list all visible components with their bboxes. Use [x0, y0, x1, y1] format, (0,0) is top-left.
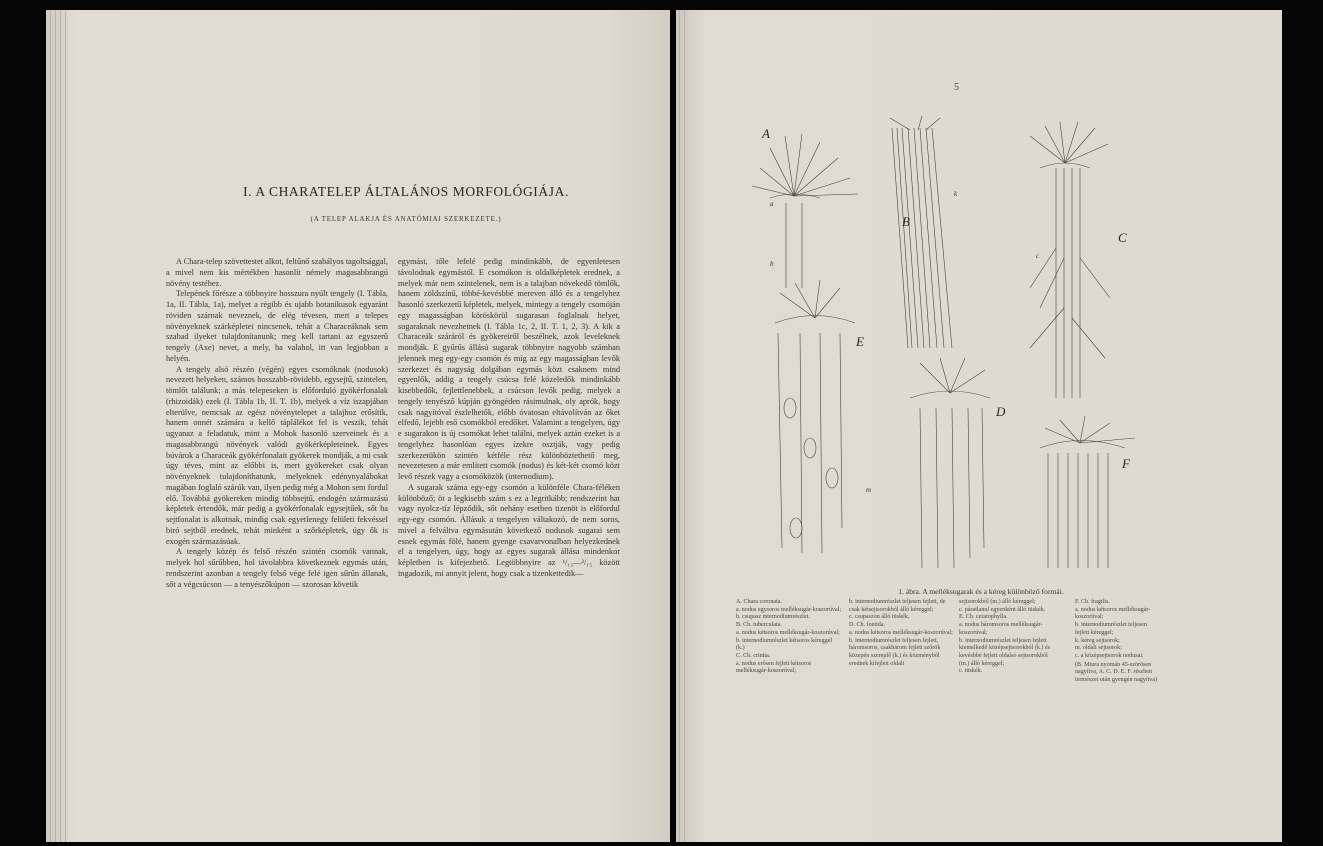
figure-c-drawing [1030, 122, 1110, 398]
page-edge [684, 10, 685, 842]
figure-e-drawing [775, 280, 855, 553]
legend-heading: E. Ch. ceratophylla. [959, 614, 1008, 621]
legend-item: b. internodiumrészlet teljesen fejlett kiemelkedő középsejtsorokból (k.) és kevésbbé fejlett oldalsó sejtsorokból (m.) álló kéreggel; [959, 637, 1051, 667]
page-edge [65, 10, 66, 842]
legend-item: a. nodus háromsoros melléksugár-koszorúval; [959, 622, 1043, 636]
figure-label-a: A [762, 126, 770, 141]
chapter-title: I. A CHARATELEP ÁLTALÁNOS MORFOLÓGIÁJA. [243, 184, 569, 199]
paragraph: Telepének főrésze a többnyire hosszura nyúlt tengely (I. Tábla, 1a, II. Tábla, 1a), melyet a régibb és ujabb botanikusok egyaránt röviden szárnak neveznek, de elég tévesen, mert a telepes növényeknek szárképletei nincsenek, tehát a Characeáknak sem szabad ilyeket tulajdonítanunk; meg kell tartani az egyszerű tengely (Axe) nevet, a mely, ha valahol, itt van legjobban a helyén. [166, 289, 388, 363]
figure-label-f: F [1122, 456, 1130, 471]
page-edge [679, 10, 680, 842]
legend-item: m. oldali sejtsorok; [1075, 645, 1122, 652]
legend-item: c. a középsejtsorok nodusai. [1075, 652, 1144, 659]
legend-item: a. nodus kétsoros melléksugár-koszorúval; [736, 629, 840, 636]
legend-item: b. internodiumrészlet teljesen fejlett, háromsoros, csakhárom fejlett szőrök közepén szereplő (k.) és közményből erednek kifejlett oldali [849, 637, 941, 667]
legend-heading: F. Ch. fragilis. [1075, 599, 1110, 605]
figure-part-label: b [770, 260, 774, 268]
figure-label-b: B [902, 214, 910, 229]
legend-item: b. internodiumrészlet teljesen fejlett, de csak kétsejtsorokból álló kéreggel; [849, 599, 946, 613]
legend-column [736, 599, 842, 676]
paragraph: A tengely közép és felső részén szintén csomók vannak, melyek hol sűrűbben, hol távolabbra következnek egymás után, rendszerint azonban a tengely felső vége felé igen sűrűn állanak, sőt a végcsúcson — a tenyészőkúpon — szorosan követik [166, 547, 388, 589]
right-page [676, 10, 1282, 842]
figure-part-label: m [866, 486, 872, 494]
legend-column [849, 599, 955, 668]
paragraph: A sugarak száma egy-egy csomón a különféle Chara-féléken különböző; öt a legkisebb szám s ez a legritkább; rendszerint hat vagy nyolcz-tíz lépződik, sőt nehány esetben tizenöt is előfordul egy-egy csomón. Állásuk a tengelyen váltakozó, de nem soros, mivel a felváltva egymásután következő nodusok sugarai sem esnek egymás fölé, hanem gyenge csavarvonalban helyezkednek el a tengelyen, úgy, hogy az egyes sugarak állása mindenkor képletben is kifejezhető. Legtöbbnyire az ¹/₁₂—²/₁₅ között ingadozik, mi annyit jelent, hogy csak a tizenkettedik— [398, 482, 620, 578]
legend-item: a. nodus erősen fejlett kétsoros melléksugár-koszorúval; [736, 660, 812, 675]
legend-item: k. kéreg sejtsorok; [1075, 637, 1120, 644]
legend-heading: D. Ch. foetida. [849, 622, 886, 629]
figure-label-c: C [1118, 230, 1127, 245]
legend-item: c. páratlanul egyenként álló tüskék. [959, 606, 1046, 613]
text-column-left [166, 257, 388, 757]
figure-a-drawing [752, 134, 858, 288]
legend-item: a. nodus egysoros melléksugár-koszorúval; [736, 606, 842, 613]
figure-label-e: E [856, 334, 864, 349]
legend-item: a. nodus kétsoros melléksugár-koszorúval; [849, 629, 953, 636]
chara-illustration [740, 108, 1210, 586]
legend-item: c. csupaszon álló tüskék. [849, 614, 910, 621]
chapter-subtitle: (A TELEP ALAKJA ÉS ANATÓMIAI SZERKEZETE.) [310, 215, 502, 223]
legend-column [1075, 599, 1161, 685]
left-page [46, 10, 670, 842]
paragraph: A Chara-telep szövettestet alkot, feltűnő szabályos tagoltsággal, a mivel nem kis mértékben hasonlít némely magasabbrangú növény testéhez. [166, 257, 388, 288]
page-number: 5 [954, 82, 959, 93]
legend-item: b. csupasz internodiumrészlet. [736, 614, 810, 621]
legend-item: c. tüskék. [959, 668, 983, 675]
page-edge [55, 10, 56, 842]
figure-b-drawing [890, 116, 952, 348]
page-edge [50, 10, 51, 842]
figure-part-label: a [770, 200, 774, 208]
paragraph: egymást, tőle lefelé pedig mindinkább, de egyenletesen távolodnak egymástól. E csomókon is oldalképletek erednek, a melyek már nem szintelenek, nem is a talajban növekedő tömlők, hanem zöldszínű, többé-kevésbbé mereven álló és a tengelyhez hasonló szerkezetű képletek, melyek, mintegy a tengely csomóján egy magasságban köröskörül sugarasan foglalnak helyet, sugaraknak nevezhetnek (I. Tábla 1c, 2, II. T. 1, 2, 3). A kik a Characeák száráról és gyökereiről beszélnek, azok leveleknek mondják. E gyűrűs állású sugarak többnyire nagyobb számban jelennek meg egy-egy csomón és míg az egy magasságban levők szerkezet és nagyság dolgában egymás közt csaknem mind egyenlők, addig a tengely csúcsa felé közeledők mindinkább kisebbedők, fejlettlenebbek, a csúcson levők pedig, melyek a tengely tenyésző kúpján gyöngéden rásimulnak, oly aprók, hogy csak nagyítóval észlelhetők, előbb óvatosan eltávolítván az őket elfedő, lejebb eső csomókból eredőket. Valamint a tengelyen, úgy e sugarakon is új csomókat lehet találni, melyek aztán ezeket is a tengelyhez hasonlóan egyes ízekre osztják, vagy pedig szerkezetükön szintén kétféle rész különböztethető meg, nevezetesen a már említett csomók (nodus) és két-két csomó közt levő részek vagy a csomóközök (internodium). [398, 257, 620, 481]
legend-item: a. nodus kétsoros melléksugár-koszorúval; [1075, 606, 1151, 621]
figure-part-label: c [1036, 252, 1040, 260]
figure-caption: 1. ábra. A melléksugarak és a kéreg különböző formái. [898, 587, 1064, 596]
legend-heading: A. Chara coronata. [736, 599, 783, 605]
legend-item: sejtsorokból (m.) álló kéreggel; [959, 599, 1036, 605]
figure-d-drawing [910, 358, 990, 568]
figure-label-d: D [996, 404, 1006, 419]
legend-item: b. internodiumrészlet teljesen fejlett kéreggel; [1075, 622, 1147, 636]
text-column-right [398, 257, 620, 757]
paragraph: A tengely alsó részén (végén) egyes csomóknak (nodusok) nevezett helyeken, számos hosszabb-rövidebb, egysejtű, szintelen, tömlőt találunk; a más telepeseken is előforduló gyökérfonalak (rhizoidák) ezek (I. Tábla 1b, II. T. 1b), melyek a víz iszapjában elterülve, nemcsak az egész növénytelepet a talajhoz erősítik, hanem onnét számára a kellő táplálékot fel is veszik, tehát ugyanaz a feladatuk, mint a Mohok hasonló szerveinek és a magasabbrangú növények valódi gyökérképleteinek. Egyes búvárok a Characeák gyökérfonalait gyökerek mondják, a mi csak úgy téves, mint az előbbi is, mert gyökereket csak olyan növényeknek tulajdoníthatunk, melyeknek edénynyalábokat magában foglaló szárúk van, ilyen pedig még a Mohon sem fordul elő. Továbbá gyökereken mindig többsejtű, endogén származású képletek értendők, már pedig a gyökérfonalak egysejtűek, sőt ha sejtfonalat is alkotnak, mindig csak egyetlenegy felületi fekvéssel biró sejtből erednek, tehát minként a szőrképletek, úgy ők is exogén származásúak. [166, 364, 388, 546]
legend-item: b. internodiumrészlet kétsoros kéreggel (k.) [736, 637, 833, 652]
figure-f-drawing [1040, 416, 1135, 568]
legend-note: (B. Miura nyomán 45-szörösen nagyítva, A. C. D. E. F. részben természet után gyengén nagyítva) [1075, 661, 1158, 684]
legend-heading: C. Ch. crinita. [736, 652, 771, 659]
legend-heading: B. Ch. tuberculata. [736, 622, 782, 629]
figure-part-label: k [954, 190, 958, 198]
page-edge [60, 10, 61, 842]
legend-column [959, 599, 1059, 676]
